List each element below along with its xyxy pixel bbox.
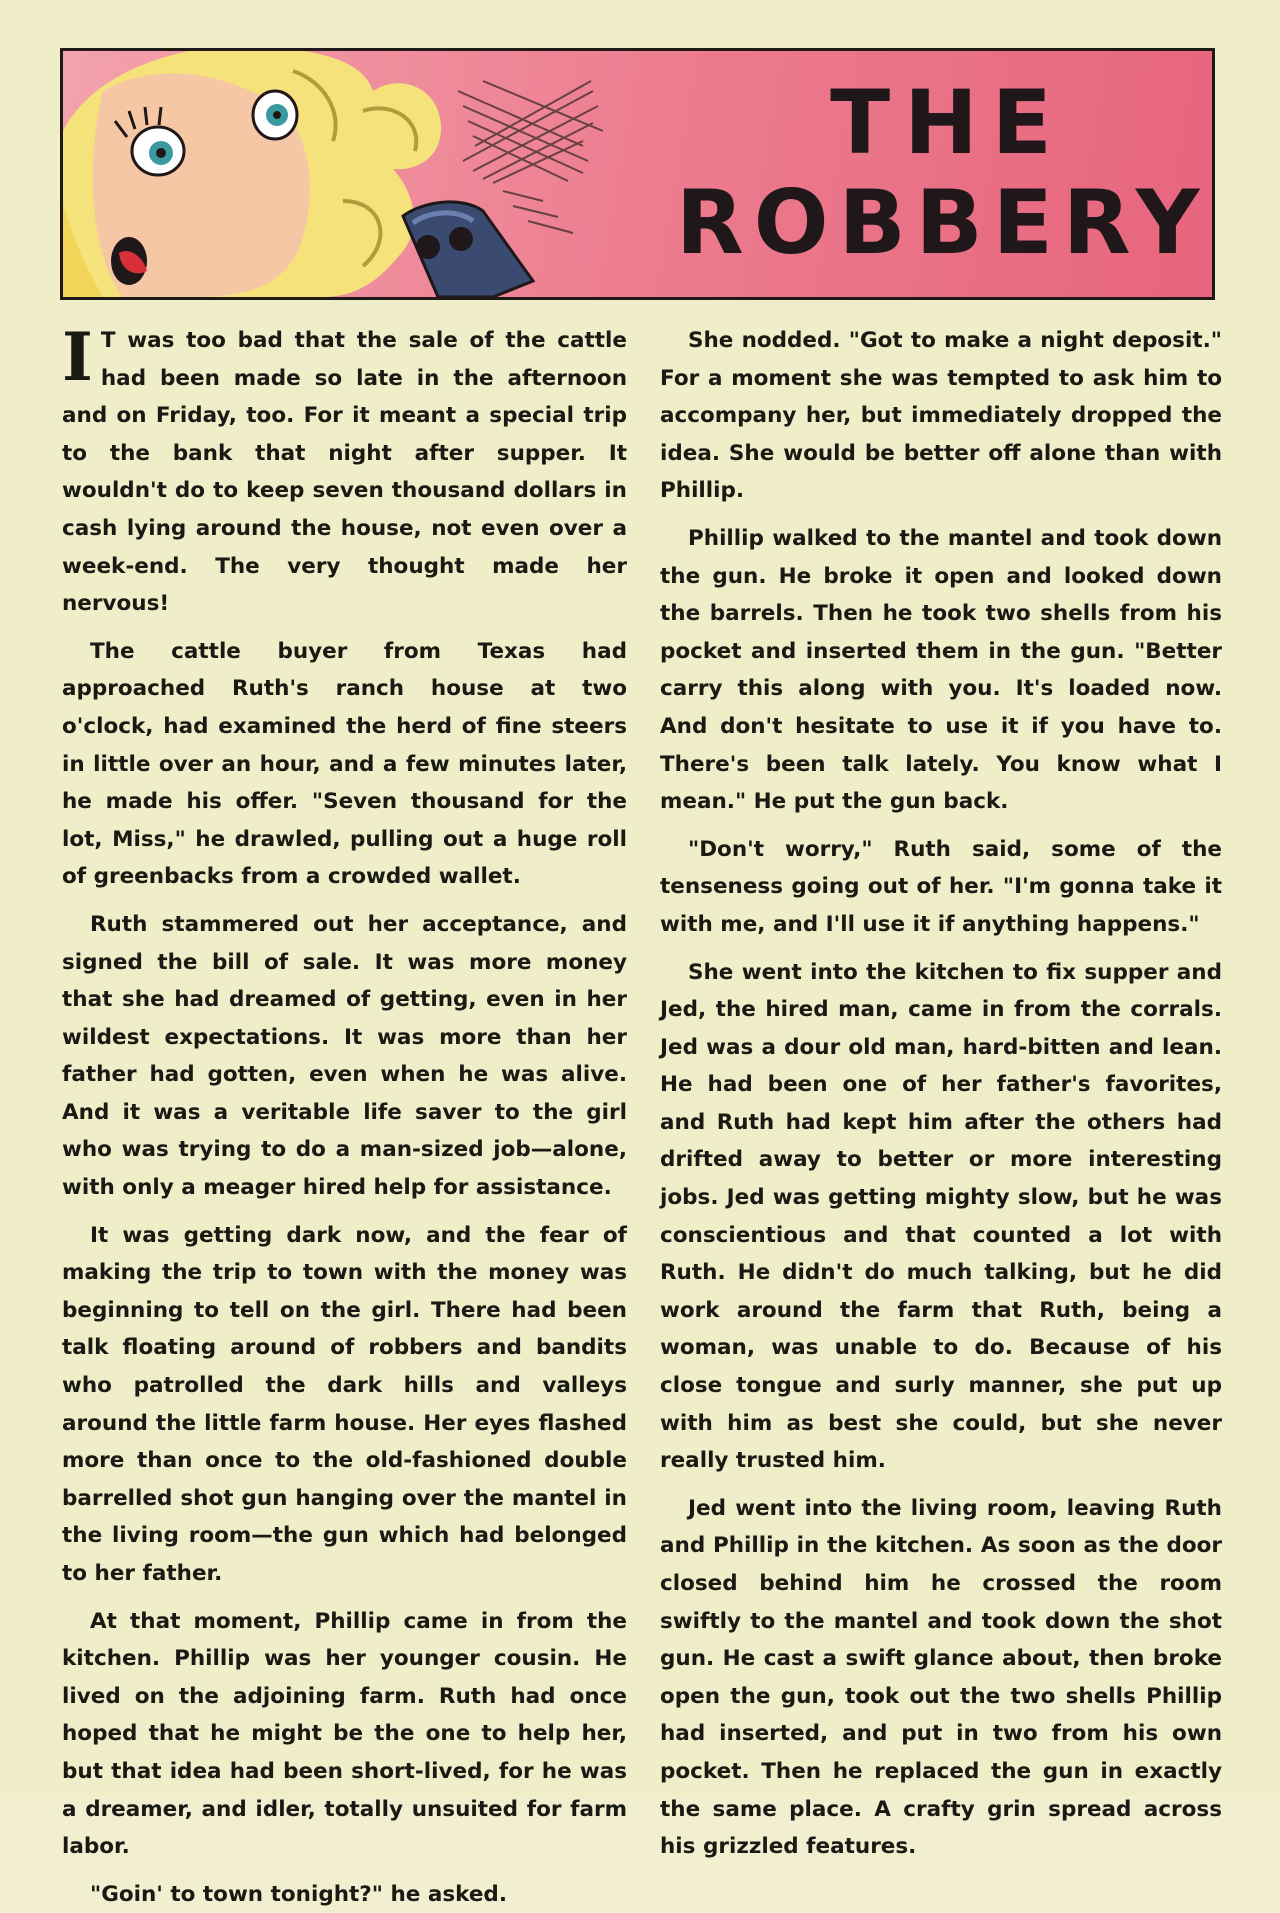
- title-line-1: THE: [830, 71, 1066, 174]
- drop-cap: I: [62, 318, 93, 396]
- story-paragraph: At that moment, Phillip came in from the kitchen. Phillip was her younger cousin. He lived on the adjoining farm. Ruth had once hoped that he might be the one to help her, but that idea had been short-lived, for he was a dreamer, and idler, totally unsuited for farm labor.: [62, 1608, 627, 1860]
- title-line-2: ROBBERY: [676, 171, 1210, 275]
- shotgun-barrels: [403, 202, 533, 297]
- woman-and-shotgun-illustration: [63, 51, 703, 297]
- story-column-right: [660, 322, 1222, 1860]
- story-paragraph: Jed went into the living room, leaving Ruth and Phillip in the kitchen. As soon as the door closed behind him he crossed the room swiftly to the mantel and took down the shot gun. He cast a swift glance about, then broke open the gun, took out the two shells Phillip had inserted, and put in two from his own pocket. Then he replaced the gun in exactly the same place. A crafty grin spread across his grizzled features.: [660, 1495, 1222, 1860]
- story-paragraph: I T was too bad that the sale of the cattle had been made so late in the afternoon and on Friday, too. For it meant a special trip to the bank that night after supper. It wouldn't do to keep seven thousand dollars in cash lying around the house, not even over a week-end. The very thought made her nervous!: [62, 318, 627, 617]
- story-paragraph: Phillip walked to the mantel and took down the gun. He broke it open and looked down the barrels. Then he took two shells from his pocket and inserted them in the gun. "Better carry this along with you. It's loaded now. And don't hesitate to use it if you have to. There's been talk lately. You know what I mean." He put the gun back.: [660, 525, 1222, 815]
- story-paragraph: "Goin' to town tonight?" he asked.: [90, 1881, 507, 1907]
- story-paragraph: She went into the kitchen to fix supper and Jed, the hired man, came in from the corrals. Jed was a dour old man, hard-bitten and lean. He had been one of her father's favorites, and Ruth had kept him after the others had drifted away to better or more interesting jobs. Jed was getting mighty slow, but he was conscientious and that counted a lot with Ruth. He didn't do much talking, but he did work around the farm that Ruth, being a woman, was unable to do. Because of his close tongue and surly manner, she put up with him as best she could, but she never really trusted him.: [660, 959, 1222, 1474]
- story-paragraph: The cattle buyer from Texas had approached Ruth's ranch house at two o'clock, had examined the herd of fine steers in little over an hour, and a few minutes later, he made his offer. "Seven thousand for the lot, Miss," he drawled, pulling out a huge roll of greenbacks from a crowded wallet.: [62, 638, 627, 890]
- story-paragraph: It was getting dark now, and the fear of making the trip to town with the money was beginning to tell on the girl. There had been talk floating around of robbers and bandits who patrolled the dark hills and valleys around the little farm house. Her eyes flashed more than once to the old-fashioned double barrelled shot gun hanging over the mantel in the living room—the gun which had belonged to her father.: [62, 1222, 627, 1586]
- title-banner: [60, 48, 1215, 300]
- story-title: [676, 71, 1210, 275]
- eye-right: [253, 91, 297, 139]
- story-paragraph: She nodded. "Got to make a night deposit." For a moment she was tempted to ask him to accompany her, but immediately dropped the idea. She would be better off alone than with Phillip.: [660, 328, 1222, 504]
- story-paragraph: "Don't worry," Ruth said, some of the tenseness going out of her. "I'm gonna take it with me, and I'll use it if anything happens.": [660, 836, 1222, 937]
- story-paragraph: Ruth stammered out her acceptance, and signed the bill of sale. It was more money that she had dreamed of getting, even in her wildest expectations. It was more than her father had gotten, even when he was alive. And it was a veritable life saver to the girl who was trying to do a man-sized job—alone, with only a meager hired help for assistance.: [62, 911, 627, 1201]
- story-column-left: [62, 318, 627, 1907]
